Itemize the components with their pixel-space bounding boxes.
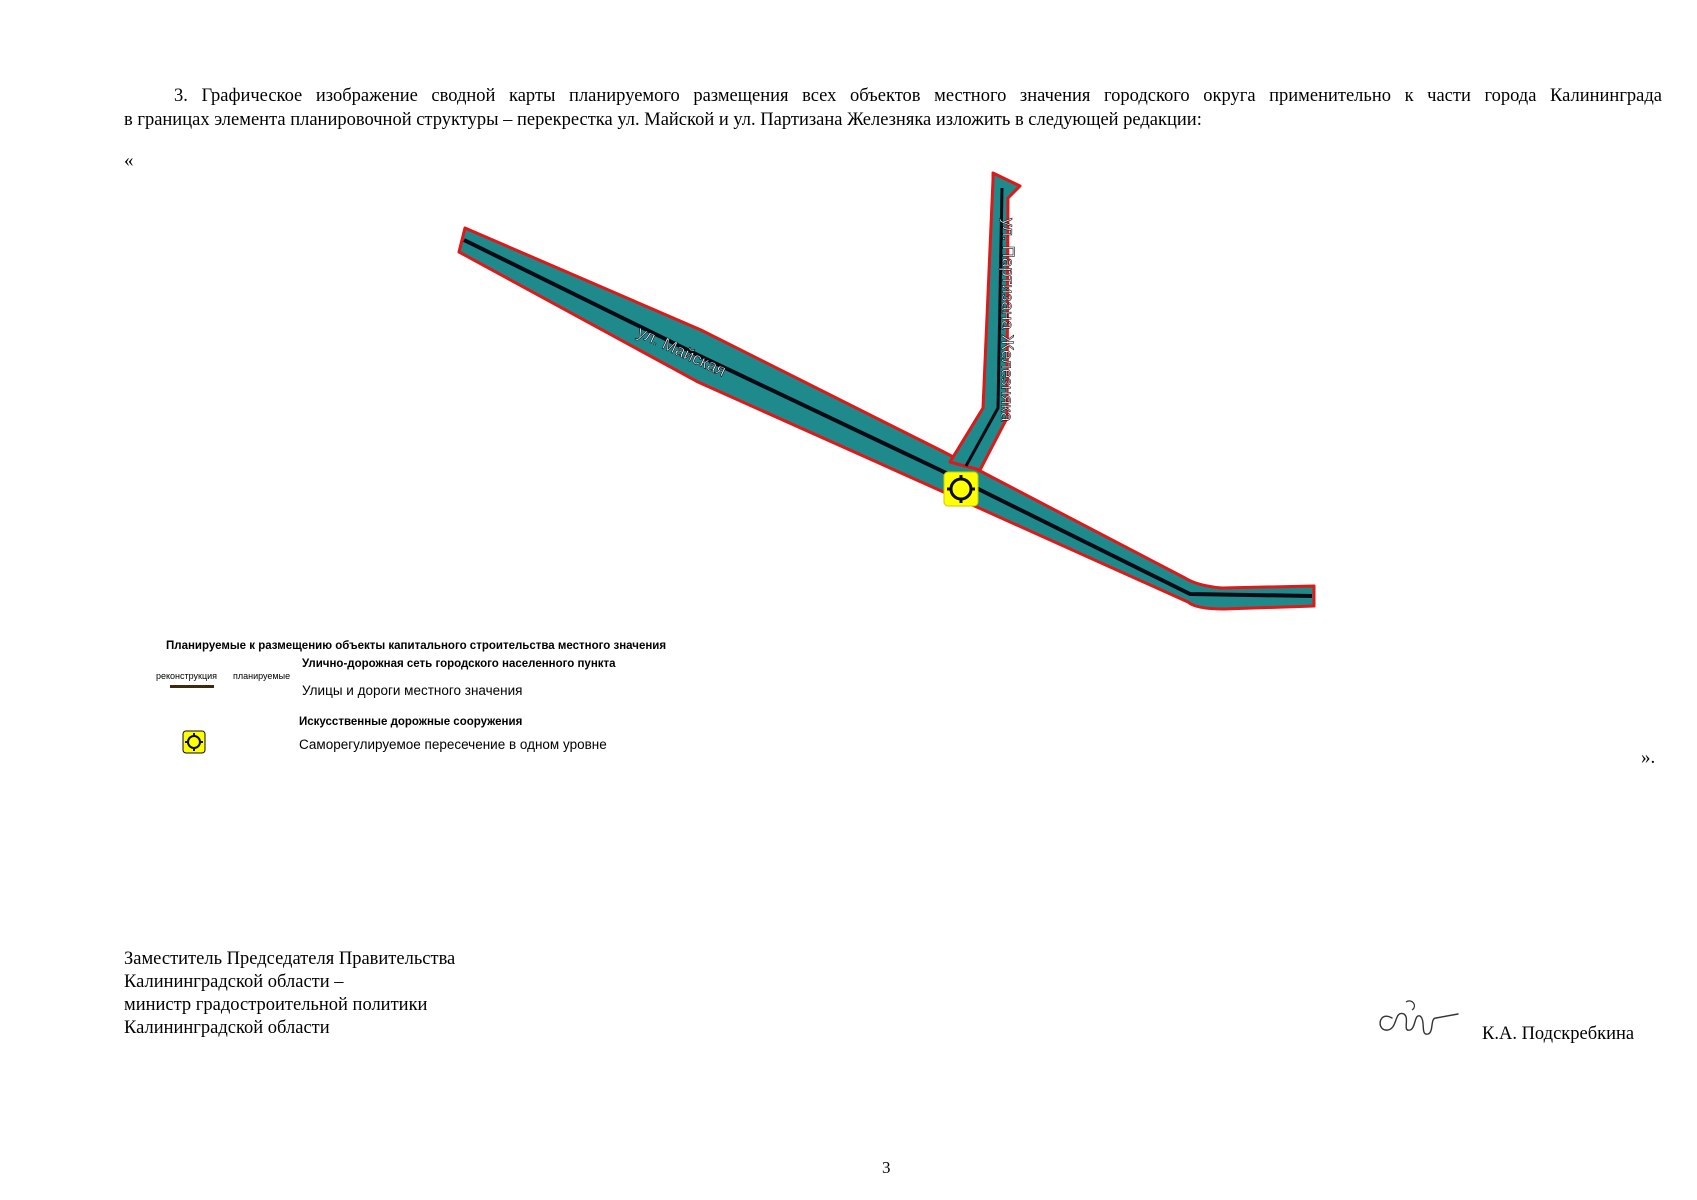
legend-self-regulated-label: Саморегулируемое пересечение в одном уровне	[299, 737, 607, 752]
position-line-2: Калининградской области –	[124, 972, 344, 992]
zheleznyaka-label	[997, 218, 1018, 422]
paragraph-line-2: в границах элемента планировочной структуры – перекрестка ул. Майской и ул. Партизана Железняка изложить в следующей редакции:	[124, 110, 1202, 130]
road-network	[459, 173, 1314, 609]
position-line-3: министр градостроительной политики	[124, 995, 428, 1015]
position-line-1: Заместитель Председателя Правительства	[124, 949, 456, 969]
closing-quote: ».	[1641, 747, 1656, 768]
legend-subtitle: Улично-дорожная сеть городского населенного пункта	[302, 658, 616, 670]
maiskaya-road	[459, 228, 1314, 609]
legend-intersection-icon	[182, 730, 206, 754]
legend-artificial-title: Искусственные дорожные сооружения	[299, 716, 523, 728]
maiskaya-label-text: ул. Майская	[634, 322, 730, 381]
signature-block	[124, 948, 455, 1040]
legend-reconstruction-label: реконструкция	[156, 671, 218, 681]
legend-planned-label: планируемые	[233, 671, 291, 681]
page-number: 3	[882, 1158, 891, 1177]
paragraph-line-1: 3. Графическое изображение сводной карты планируемого размещения всех объектов местного значения городского округа применительно к части города Калининграда	[174, 86, 1662, 106]
legend-road-line-swatch	[170, 685, 214, 688]
legend-streets-label: Улицы и дороги местного значения	[302, 683, 523, 698]
zheleznyaka-label-text: ул. Партизана Железняка	[997, 217, 1018, 422]
signer-name: К.А. Подскребкина	[1482, 1024, 1635, 1044]
legend-title: Планируемые к размещению объекты капитального строительства местного значения	[166, 640, 667, 652]
opening-quote: «	[124, 150, 134, 171]
handwritten-signature	[1372, 988, 1464, 1042]
position-line-4: Калининградской области	[124, 1018, 330, 1038]
intersection-icon	[944, 472, 978, 506]
